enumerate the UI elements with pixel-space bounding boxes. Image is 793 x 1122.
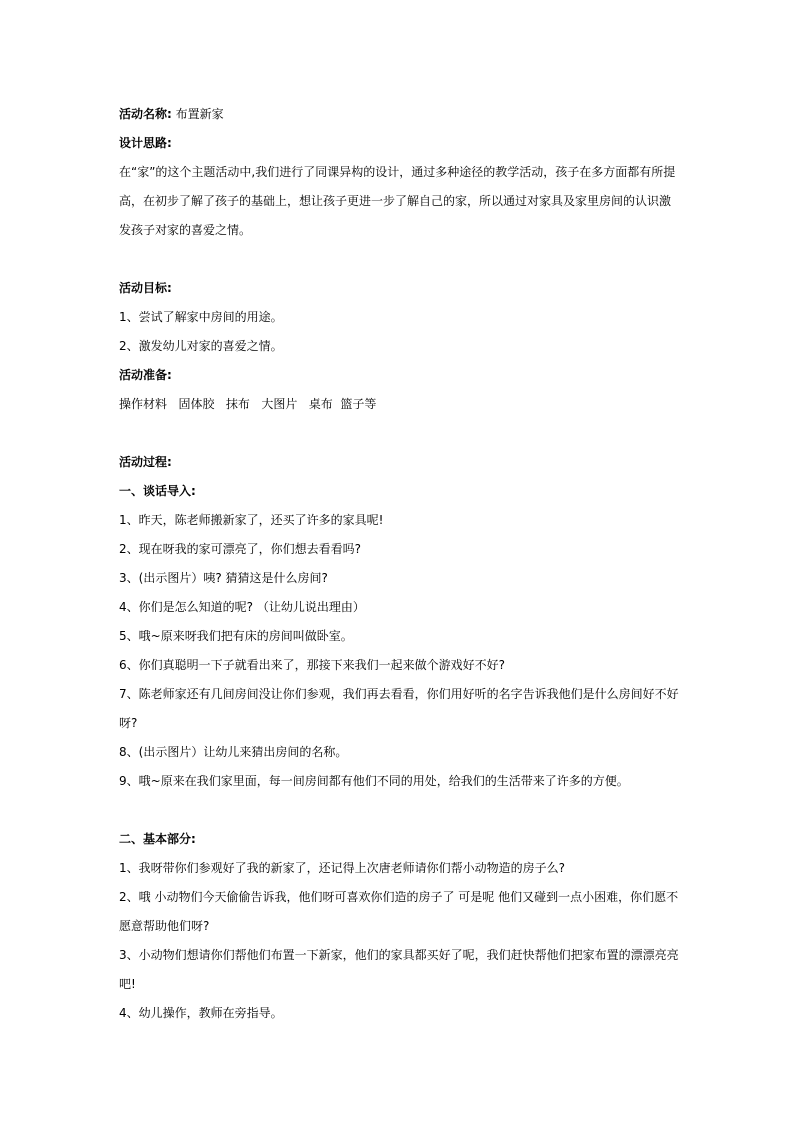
part1-item: 2、现在呀我的家可漂亮了，你们想去看看吗? bbox=[119, 542, 362, 556]
part2-item: 1、我呀带你们参观好了我的新家了，还记得上次唐老师请你们帮小动物造的房子么? bbox=[119, 861, 566, 875]
part1-item: 4、你们是怎么知道的呢? （让幼儿说出理由） bbox=[119, 600, 365, 614]
goal-item: 1、尝试了解家中房间的用途。 bbox=[119, 310, 283, 324]
process-heading: 活动过程: bbox=[119, 455, 172, 469]
prep-materials: 操作材料 固体胶 抹布 大图片 桌布 篮子等 bbox=[119, 397, 377, 411]
activity-name-label: 活动名称: bbox=[119, 107, 172, 121]
part1-item: 1、昨天，陈老师搬新家了，还买了许多的家具呢! bbox=[119, 513, 384, 527]
part1-item: 8、(出示图片）让幼儿来猜出房间的名称。 bbox=[119, 745, 348, 759]
part1-item: 9、哦~原来在我们家里面，每一间房间都有他们不同的用处，给我们的生活带来了许多的方便。 bbox=[119, 774, 629, 788]
part2-item: 3、小动物们想请你们帮他们布置一下新家，他们的家具都买好了呢，我们赶快帮他们把家布置的漂漂亮亮吧! bbox=[119, 948, 679, 991]
part1-item: 7、陈老师家还有几间房间没让你们参观，我们再去看看，你们用好听的名字告诉我他们是什么房间好不好呀? bbox=[119, 687, 679, 730]
part1-heading: 一、谈话导入: bbox=[119, 484, 196, 498]
activity-name-line bbox=[119, 100, 679, 129]
document-body bbox=[119, 100, 679, 1028]
goal-item: 2、激发幼儿对家的喜爱之情。 bbox=[119, 339, 283, 353]
design-heading: 设计思路: bbox=[119, 136, 172, 150]
part1-item: 3、(出示图片）咦? 猜猜这是什么房间? bbox=[119, 571, 328, 585]
activity-name-value: 布置新家 bbox=[175, 107, 224, 121]
part1-item: 6、你们真聪明一下子就看出来了，那接下来我们一起来做个游戏好不好? bbox=[119, 658, 506, 672]
part2-heading: 二、基本部分: bbox=[119, 832, 196, 846]
part2-item: 2、哦 小动物们今天偷偷告诉我，他们呀可喜欢你们造的房子了 可是呢 他们又碰到一点小困难，你们愿不愿意帮助他们呀? bbox=[119, 890, 679, 933]
design-paragraph: 在“家”的这个主题活动中,我们进行了同课异构的设计，通过多种途径的教学活动，孩子在多方面都有所提高，在初步了解了孩子的基础上，想让孩子更进一步了解自己的家，所以通过对家具及家里房间的认识激发孩子对家的喜爱之情。 bbox=[119, 165, 676, 237]
part2-item: 4、幼儿操作，教师在旁指导。 bbox=[119, 1006, 283, 1020]
prep-heading: 活动准备: bbox=[119, 368, 172, 382]
part1-item: 5、哦~原来呀我们把有床的房间叫做卧室。 bbox=[119, 629, 353, 643]
goals-heading: 活动目标: bbox=[119, 281, 172, 295]
